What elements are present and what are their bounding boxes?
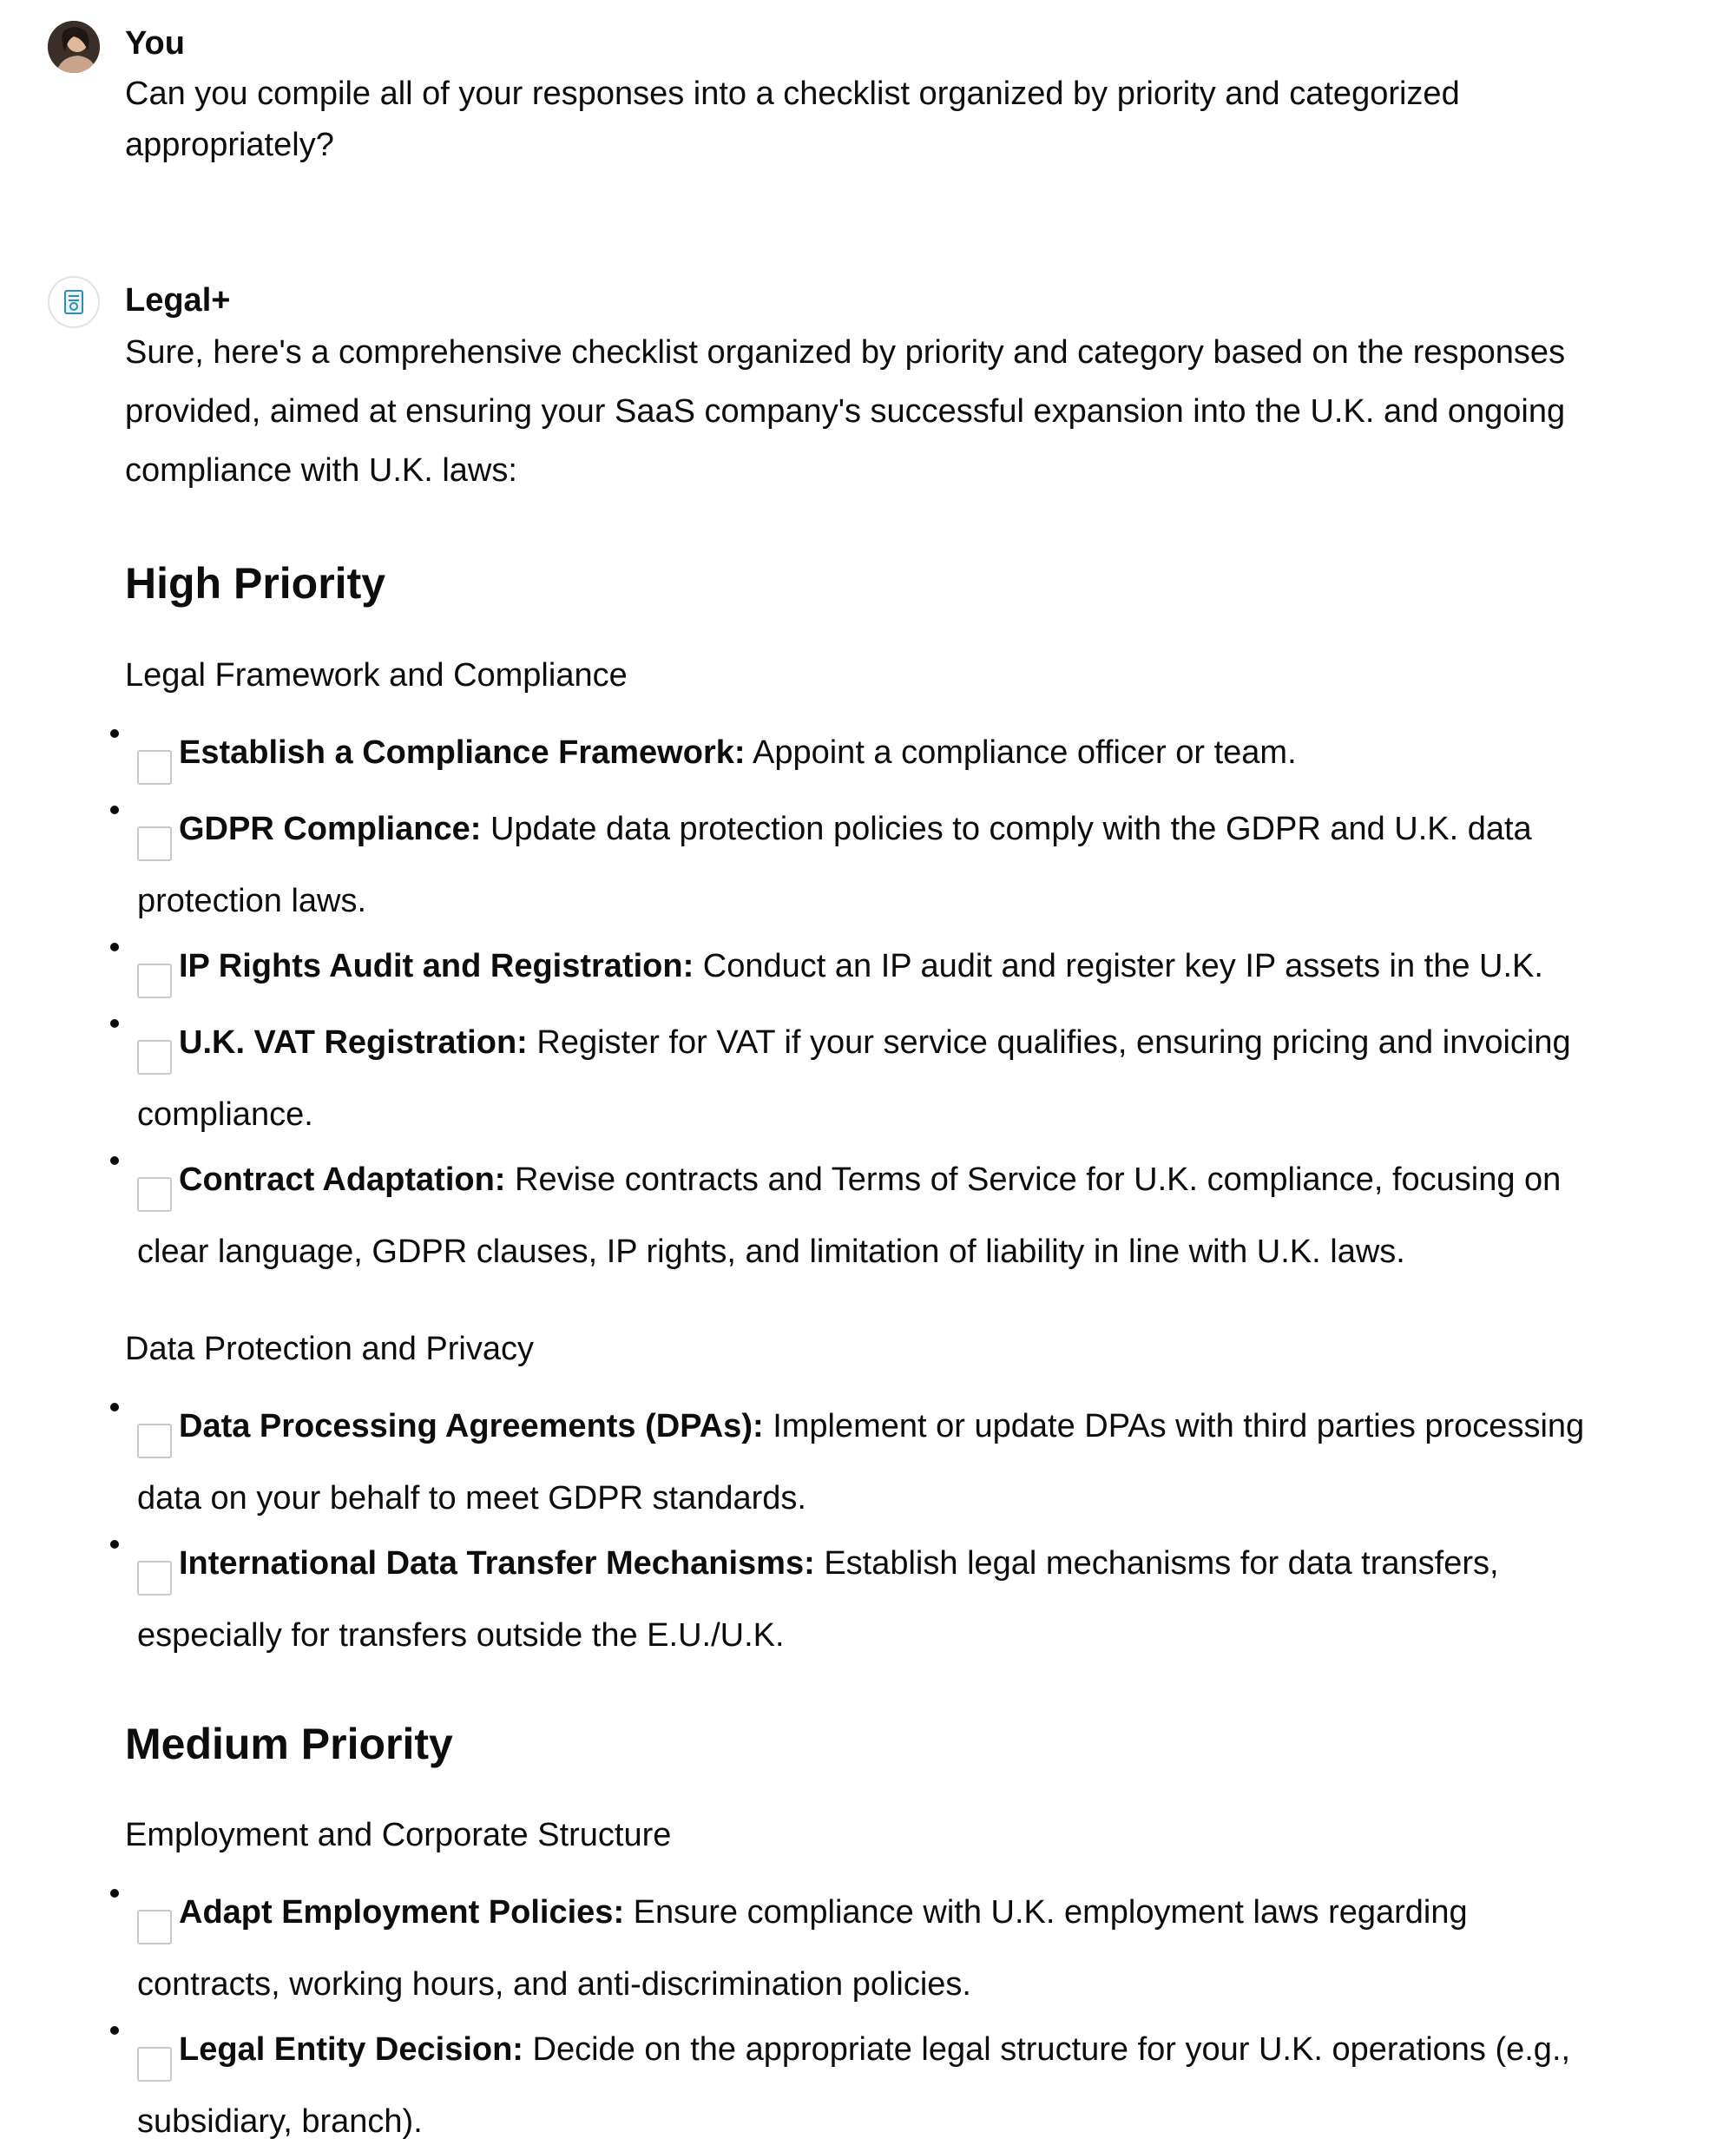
legal-document-icon xyxy=(59,287,89,317)
category-heading: Legal Framework and Compliance xyxy=(125,657,628,694)
checklist-item-text xyxy=(137,1391,1595,1535)
checklist-item-description: Ensure compliance with U.K. employment laws regarding contracts, working hours, and anti-discrimination policies. xyxy=(137,1894,1468,2003)
section-heading-high-priority: High Priority xyxy=(125,559,386,608)
bullet-icon xyxy=(110,1156,119,1165)
bullet-icon xyxy=(110,1019,119,1028)
checklist-item-description: Establish legal mechanisms for data transfers, especially for transfers outside the E.U./U.K. xyxy=(137,1545,1499,1654)
assistant-author-name: Legal+ xyxy=(125,282,231,319)
user-avatar xyxy=(48,21,100,73)
bullet-icon xyxy=(110,729,119,738)
checklist-item-text xyxy=(137,1144,1595,1288)
user-message-text: Can you compile all of your responses into a checklist organized by priority and categorized appropriately? xyxy=(125,76,1460,163)
checklist-item-title: Data Processing Agreements (DPAs): xyxy=(179,1408,764,1444)
bullet-icon xyxy=(110,1403,119,1411)
checklist-item-title: Contract Adaptation: xyxy=(179,1161,506,1198)
checklist-item-description: Implement or update DPAs with third parties processing data on your behalf to meet GDPR standards. xyxy=(137,1408,1585,1517)
checklist-item-text xyxy=(137,931,1595,1003)
checklist-item-text xyxy=(137,1007,1595,1151)
checklist-item-description: Revise contracts and Terms of Service for U.K. compliance, focusing on clear language, GDPR clauses, IP rights, and limitation of liability in line with U.K. laws. xyxy=(137,1161,1562,1270)
bullet-icon xyxy=(110,1540,119,1549)
checklist-item-title: Adapt Employment Policies: xyxy=(179,1894,625,1931)
checklist-item-text xyxy=(137,1877,1595,2021)
checklist-item-text xyxy=(137,717,1595,789)
checklist-item-title: International Data Transfer Mechanisms: xyxy=(179,1545,815,1582)
checklist-item-text xyxy=(137,2014,1595,2145)
user-author-name: You xyxy=(125,25,185,62)
checklist-item-text xyxy=(137,1528,1595,1672)
checklist-item-description: Register for VAT if your service qualifies, ensuring pricing and invoicing compliance. xyxy=(137,1024,1571,1133)
category-heading: Data Protection and Privacy xyxy=(125,1331,535,1367)
bullet-icon xyxy=(110,1889,119,1898)
checklist-item-description: Update data protection policies to comply with the GDPR and U.K. data protection laws. xyxy=(137,811,1532,919)
checklist-item-title: GDPR Compliance: xyxy=(179,811,482,847)
section-heading-medium-priority: Medium Priority xyxy=(125,1720,453,1768)
checklist-item-description: Conduct an IP audit and register key IP assets in the U.K. xyxy=(694,948,1543,984)
checklist-item-title: U.K. VAT Registration: xyxy=(179,1024,528,1061)
checklist-item-description: Appoint a compliance officer or team. xyxy=(745,734,1297,771)
bullet-icon xyxy=(110,806,119,814)
assistant-avatar xyxy=(48,276,100,328)
assistant-intro-text: Sure, here's a comprehensive checklist organized by priority and category based on the responses provided, aimed at ensuring your SaaS company's successful expansion into the U.K. and ongoing compliance with U.K. laws: xyxy=(125,334,1566,489)
checklist-item-text xyxy=(137,793,1595,938)
checklist-item-description: Decide on the appropriate legal structure for your U.K. operations (e.g., subsidiary, branch). xyxy=(137,2031,1571,2140)
bullet-icon xyxy=(110,2026,119,2035)
category-heading: Employment and Corporate Structure xyxy=(125,1817,672,1853)
user-avatar-photo-icon xyxy=(48,21,100,73)
checklist-item-title: Establish a Compliance Framework: xyxy=(179,734,746,771)
checklist-item-title: IP Rights Audit and Registration: xyxy=(179,948,694,984)
bullet-icon xyxy=(110,943,119,951)
checklist-item-title: Legal Entity Decision: xyxy=(179,2031,523,2068)
